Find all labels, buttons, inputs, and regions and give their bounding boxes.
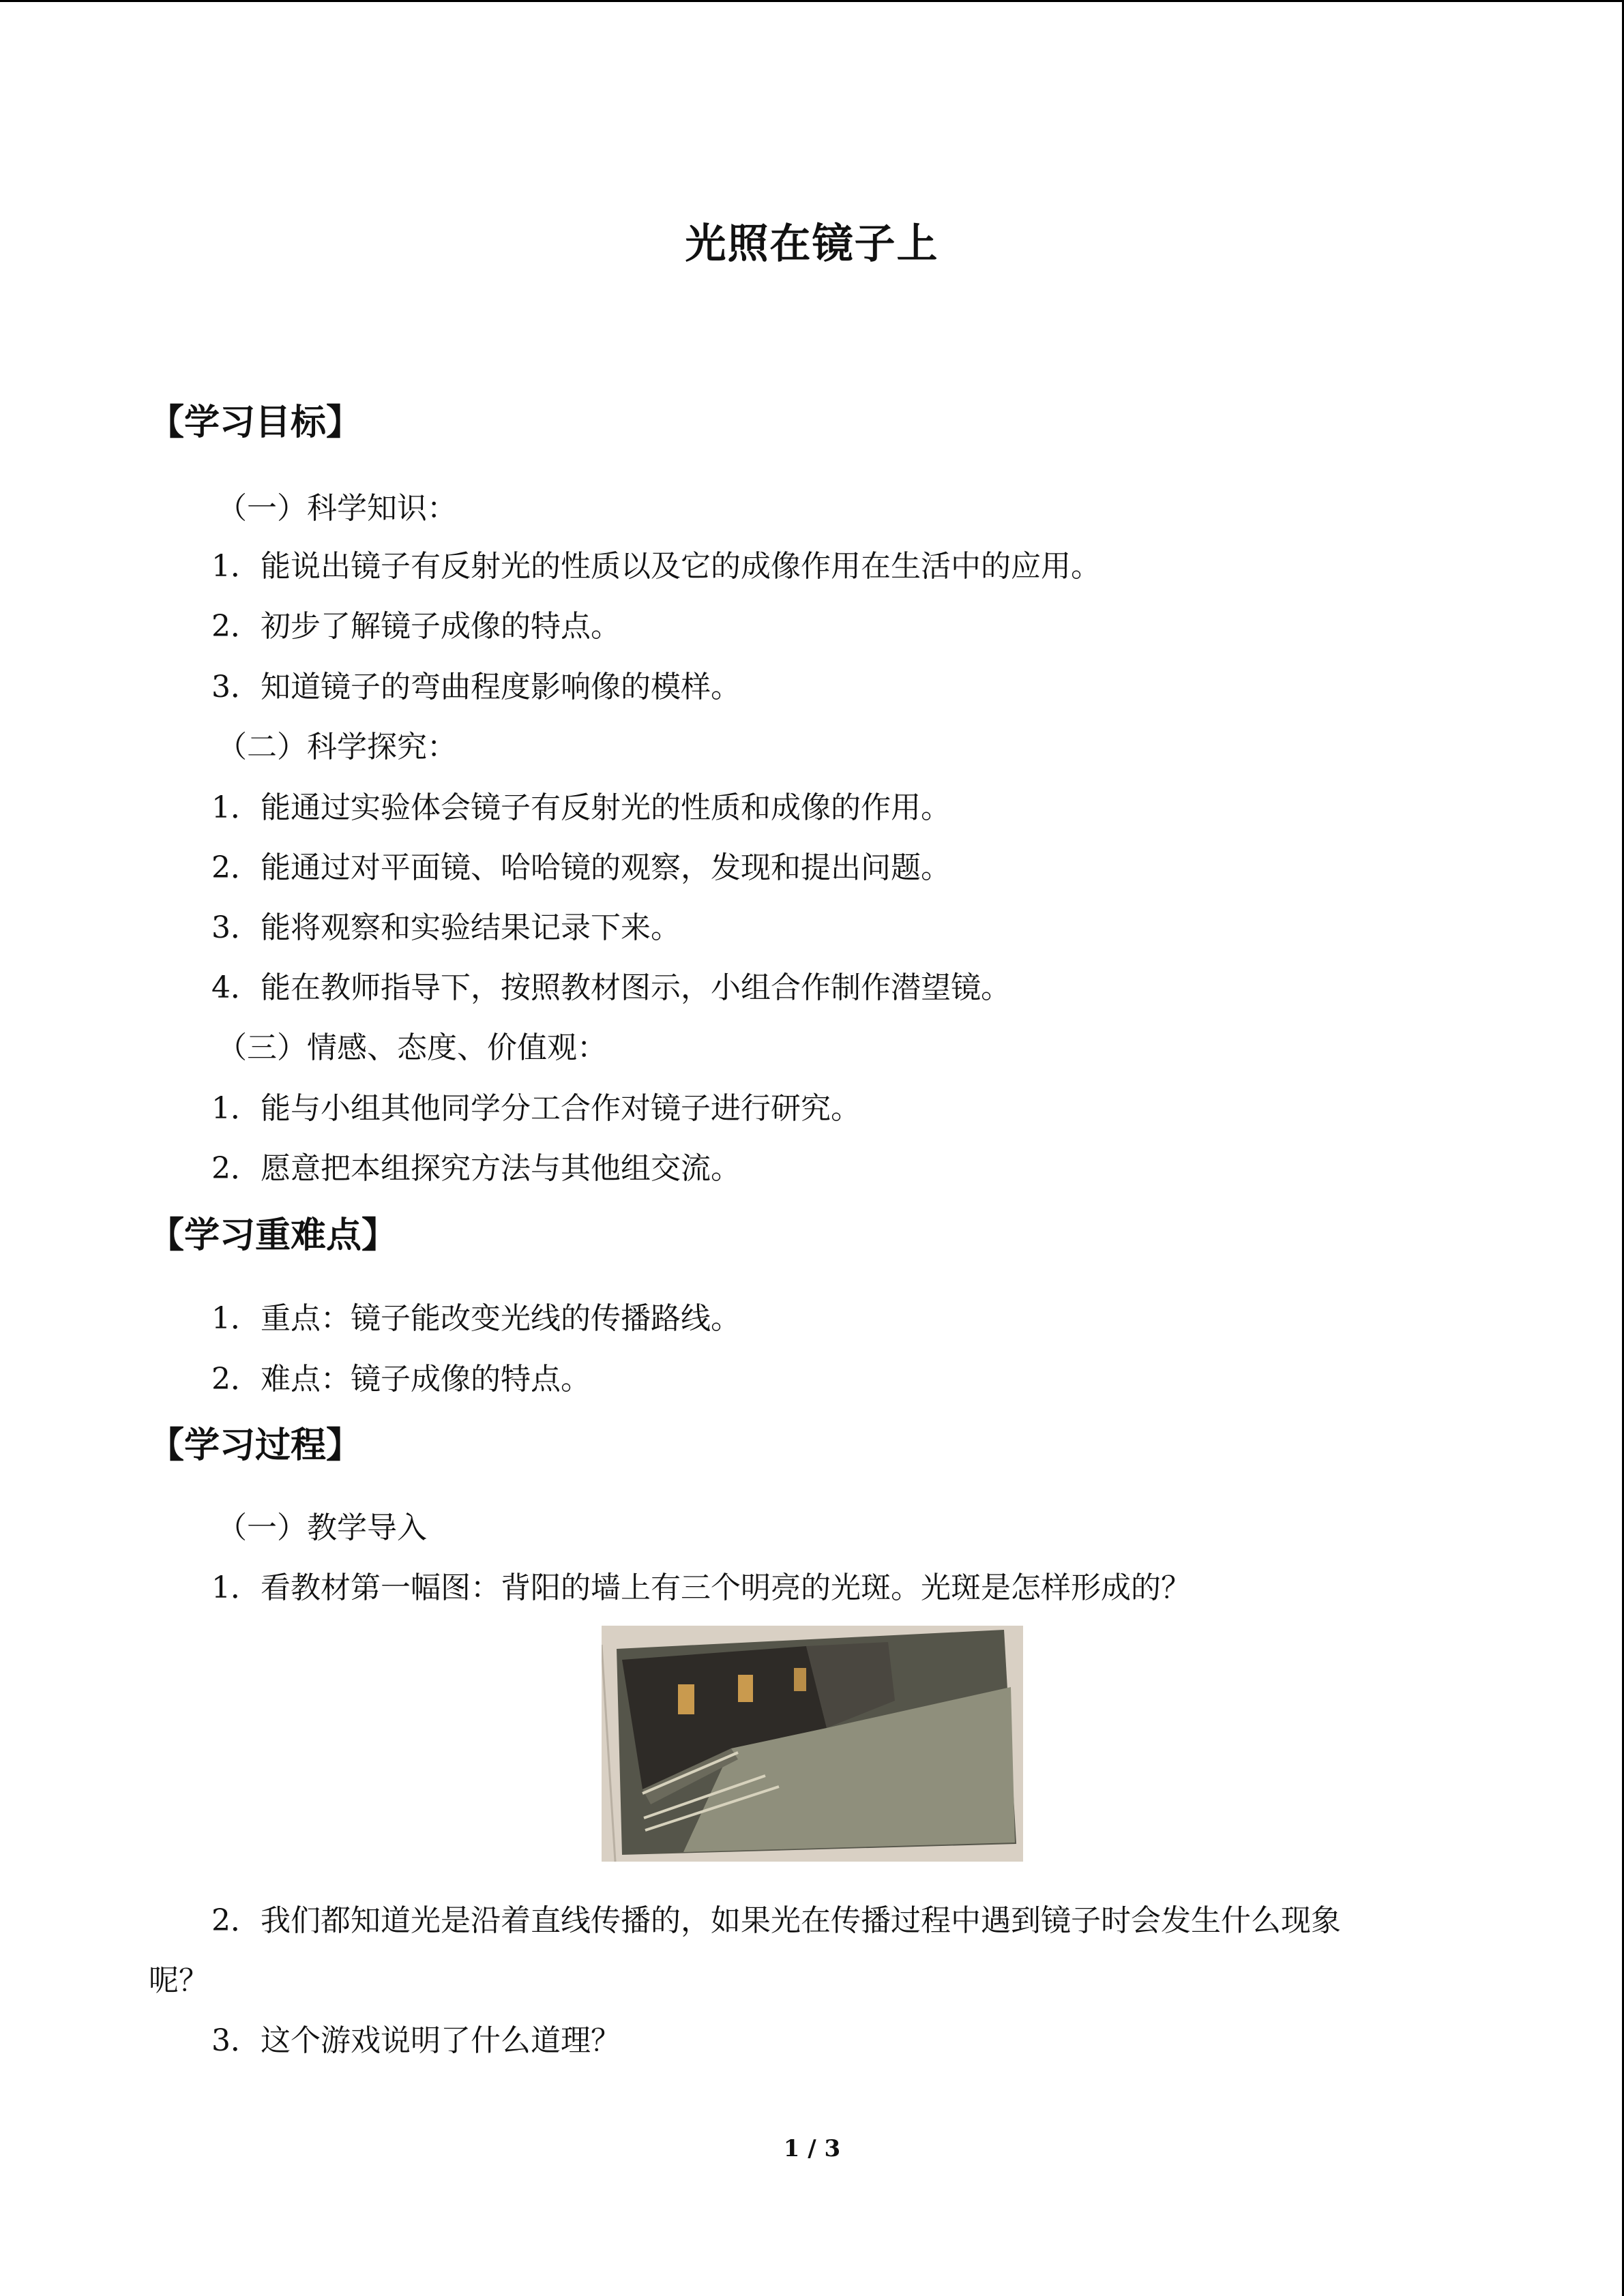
knowledge-item-3: 3．知道镜子的弯曲程度影响像的模样。 xyxy=(211,670,741,704)
key-point-item-2: 2．难点：镜子成像的特点。 xyxy=(211,1362,591,1397)
light-spot-3 xyxy=(794,1668,806,1691)
knowledge-item-2: 2．初步了解镜子成像的特点。 xyxy=(211,609,621,644)
inquiry-item-2: 2．能通过对平面镜、哈哈镜的观察，发现和提出问题。 xyxy=(211,850,951,885)
heading-objectives: 【学习目标】 xyxy=(149,402,362,443)
attitude-item-2: 2．愿意把本组探究方法与其他组交流。 xyxy=(211,1151,741,1186)
subheading-knowledge: （一）科学知识： xyxy=(217,491,457,526)
light-spot-1 xyxy=(678,1684,694,1714)
intro-item-2-line-2: 呢？ xyxy=(149,1963,209,1998)
page-number: 1 / 3 xyxy=(783,2135,841,2162)
attitude-item-1: 1．能与小组其他同学分工合作对镜子进行研究。 xyxy=(211,1091,861,1126)
light-spot-2 xyxy=(738,1675,753,1702)
heading-process: 【学习过程】 xyxy=(149,1425,362,1466)
knowledge-item-1: 1．能说出镜子有反射光的性质以及它的成像作用在生活中的应用。 xyxy=(211,549,1101,584)
textbook-photo xyxy=(602,1626,1023,1862)
intro-item-1: 1．看教材第一幅图：背阳的墙上有三个明亮的光斑。光斑是怎样形成的？ xyxy=(211,1570,1191,1605)
inquiry-item-1: 1．能通过实验体会镜子有反射光的性质和成像的作用。 xyxy=(211,790,951,825)
subheading-attitude: （三）情感、态度、价值观： xyxy=(217,1030,607,1065)
subheading-inquiry: （二）科学探究： xyxy=(217,730,457,764)
inquiry-item-3: 3．能将观察和实验结果记录下来。 xyxy=(211,910,681,945)
subheading-intro: （一）教学导入 xyxy=(217,1510,427,1545)
key-point-item-1: 1．重点：镜子能改变光线的传播路线。 xyxy=(211,1301,741,1336)
page-top-border xyxy=(0,0,1624,2)
photo-illustration xyxy=(602,1626,1023,1862)
intro-item-2-line-1: 2．我们都知道光是沿着直线传播的，如果光在传播过程中遇到镜子时会发生什么现象 xyxy=(211,1903,1341,1938)
intro-item-3: 3．这个游戏说明了什么道理？ xyxy=(211,2023,621,2058)
inquiry-item-4: 4．能在教师指导下，按照教材图示，小组合作制作潜望镜。 xyxy=(211,970,1011,1005)
document-title: 光照在镜子上 xyxy=(685,220,939,268)
heading-key-points: 【学习重难点】 xyxy=(149,1215,398,1256)
